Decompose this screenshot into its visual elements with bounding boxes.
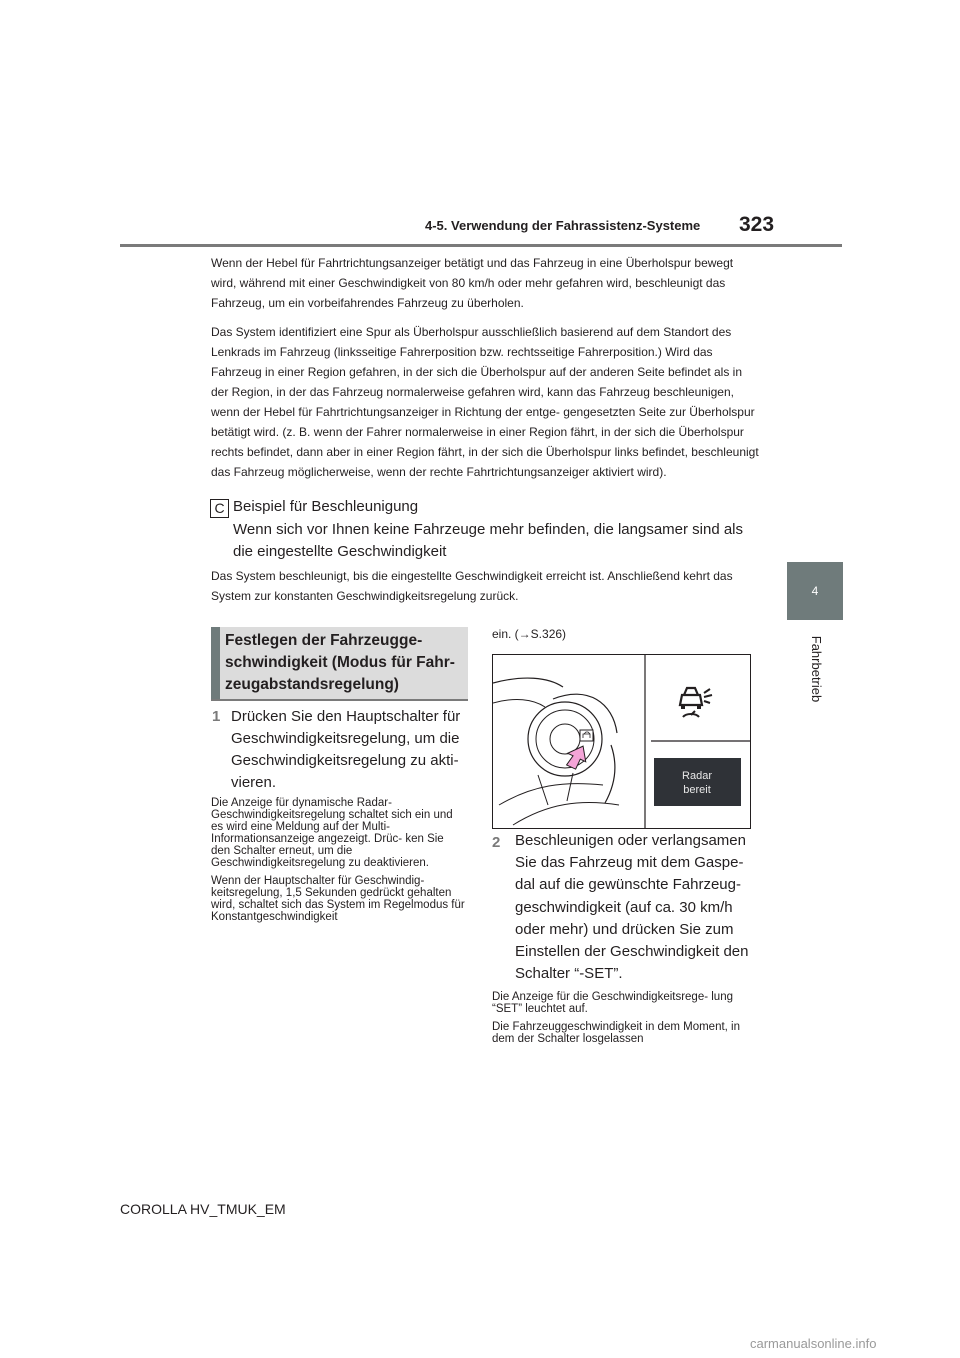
page-number: 323 [739, 213, 775, 236]
example-body-text: Das System beschleunigt, bis die eingestellte Geschwindigkeit erreicht ist. Anschließend kehrt das System zur konstanten Geschwindigkeitsregelung zurück. [211, 569, 733, 603]
intro-text [211, 253, 759, 491]
chapter-tab: 4 [787, 562, 843, 620]
display-text-line1: Radar [682, 770, 712, 782]
press-arrow-icon [563, 741, 591, 771]
step-1-number: 1 [212, 708, 221, 725]
chapter-label: Fahrbetrieb [809, 635, 824, 703]
step-2-text: Beschleunigen oder verlangsamen Sie das Fahrzeug mit dem Gaspe- dal auf die gewünschte Fahrzeug- geschwindigkeit (auf ca. 30 km/h oder mehr) und drücken Sie zum Einstellen der Geschwindigkeit den Schalter “-SET”. [515, 832, 749, 983]
example-heading: Beispiel für Beschleunigung [233, 498, 419, 515]
step-2-number: 2 [492, 834, 501, 851]
step-2-note: Die Anzeige für die Geschwindigkeitsrege- lung “SET” leuchtet auf. [492, 991, 733, 1015]
intro-paragraph: Wenn der Hebel für Fahrtrichtungsanzeiger betätigt und das Fahrzeug in eine Überholspur bewegt wird, während mit einer Geschwindigkeit von 80 km/h oder mehr gefahren wird, beschleunigt das Fahrzeug, um ein vorbeifahrendes Fahrzeug zu überholen. [211, 256, 734, 310]
step-2-note: Die Fahrzeuggeschwindigkeit in dem Moment, in dem der Schalter losgelassen [492, 1021, 741, 1045]
example-marker: C [210, 499, 229, 518]
section-heading: Festlegen der Fahrzeugge- schwindigkeit (Modus für Fahr- zeugabstandsregelung) [225, 632, 455, 693]
footer-model: COROLLA HV_TMUK_EM [120, 1201, 286, 1217]
step-1-note: Wenn der Hauptschalter für Geschwindig- keitsregelung, 1,5 Sekunden gedrückt gehalten wird, schaltet sich das System im Regelmodus für Konstantgeschwindigkeit [211, 875, 465, 923]
step-1-note: Die Anzeige für dynamische Radar-Geschwindigkeitsregelung schaltet sich ein und es wird eine Meldung auf der Multi-Informationsanzeige angezeigt. Drüc- ken Sie den Schalter erneut, um die Geschwindigkeitsregelung zu deaktivieren. [211, 797, 453, 869]
intro-paragraph: Das System identifiziert eine Spur als Überholspur ausschließlich basierend auf dem Standort des Lenkrads im Fahrzeug (linksseitige Fahrerposition bzw. rechtsseitige Fahrerposition.) Wird das Fahrzeug in einer Region gefahren, in der sich die Überholspur auf der anderen Seite befindet als in der Region, in der das Fahrzeug normalerweise gefahren wird, kann das Fahrzeug beschleunigen, wenn der Hebel für Fahrtrichtungsanzeiger in Richtung der entge- gengesetzten Seite zur Überholspur betätigt wird. (z. B. wenn der Fahrer normalerweise in einer Region fährt, in der sich die Überholspur rechts befindet, dann aber in einer Region fährt, in der sich die Überholspur links befindet, beschleunigt das Fahrzeug möglicherweise, wenn der rechte Fahrtrichtungsanzeiger aktiviert wird). [211, 325, 759, 479]
display-text-line2: bereit [683, 784, 711, 796]
radar-cruise-indicator-icon [680, 688, 712, 717]
example-subheading: Wenn sich vor Ihnen keine Fahrzeuge mehr befinden, die langsamer sind als die eingestellte Geschwindigkeit [233, 521, 744, 560]
steering-switch-figure [492, 654, 751, 829]
step-2-notes [492, 991, 749, 1051]
continuation-text: ein. (→S.326) [492, 627, 567, 641]
step-1-notes [211, 797, 466, 929]
figure-illustration [493, 655, 750, 828]
radar-ready-display [654, 758, 741, 806]
section-heading-accent [211, 627, 220, 699]
watermark: carmanualsonline.info [750, 1336, 877, 1351]
example-body [211, 566, 759, 606]
section-header-title: 4-5. Verwendung der Fahrassistenz-Systeme [425, 218, 701, 233]
step-1-text: Drücken Sie den Hauptschalter für Geschwindigkeitsregelung, um die Geschwindigkeitsregelung zu akti- vieren. [231, 708, 461, 791]
header-divider [120, 244, 842, 247]
